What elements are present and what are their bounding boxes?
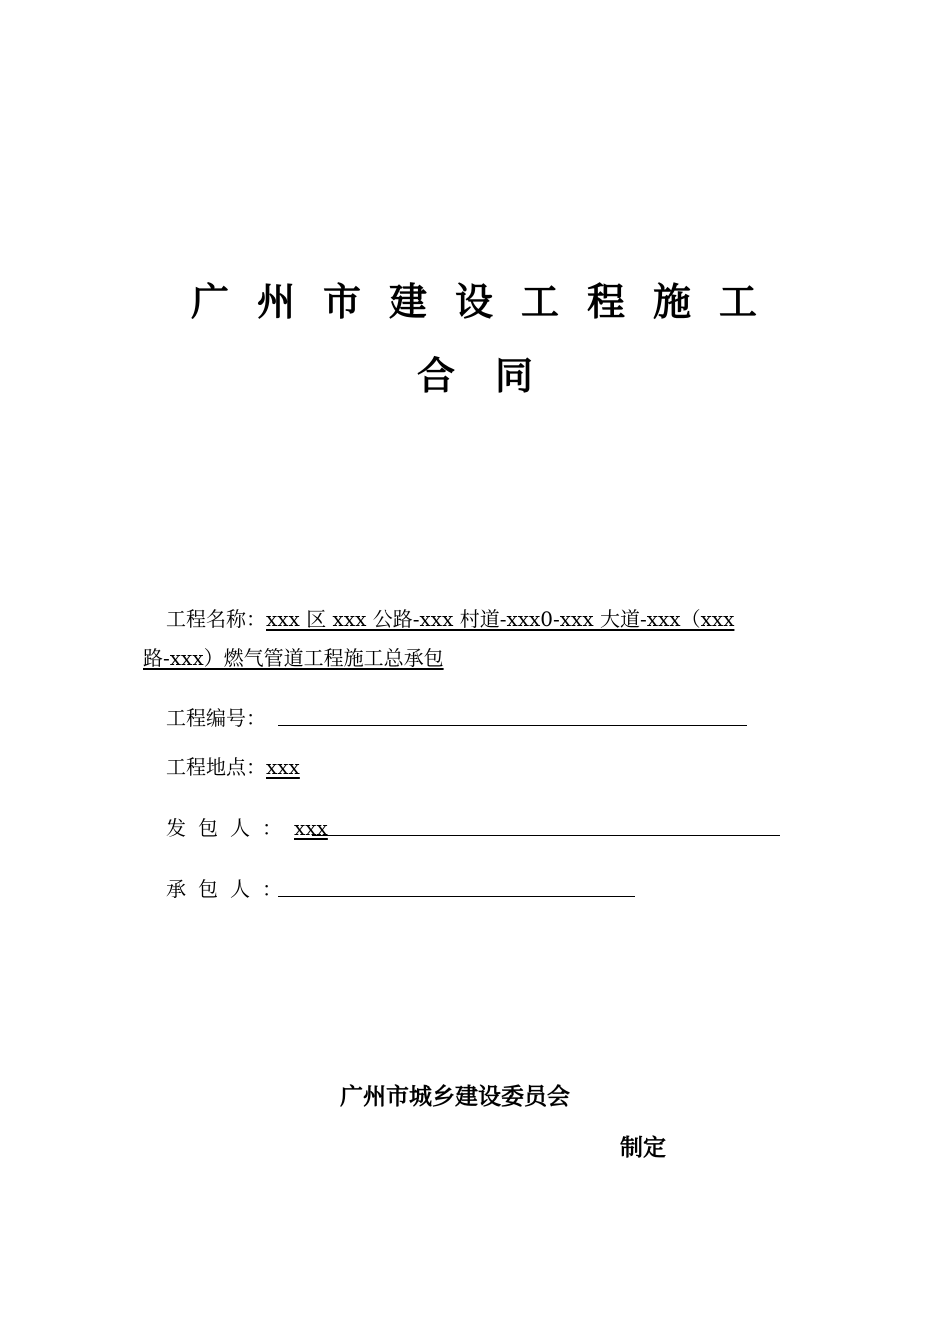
project-number-row <box>166 705 266 731</box>
contract-title-line-1: 广州市建设工程施工 <box>190 280 785 324</box>
project-name-value-line-1: xxx 区 xxx 公路-xxx 村道-xxx0-xxx 大道-xxx（xxx <box>266 607 735 631</box>
employer-value: xxx <box>294 816 328 840</box>
contractor-row <box>166 876 294 902</box>
made-by-label: 制定 <box>620 1135 666 1161</box>
project-location-label: 工程地点： <box>166 755 266 779</box>
employer-label: 发包人： <box>166 816 294 840</box>
contract-title-line-2: 合同 <box>416 354 573 398</box>
project-number-blank-line <box>278 725 747 726</box>
project-location-value: xxx <box>266 755 300 779</box>
contractor-label: 承包人： <box>166 877 294 901</box>
project-location-row <box>166 754 300 780</box>
contractor-blank-line <box>278 896 635 897</box>
employer-blank-line <box>312 835 780 836</box>
project-number-label: 工程编号： <box>166 706 266 730</box>
project-name-value-line-2: 路-xxx）燃气管道工程施工总承包 <box>143 646 444 670</box>
issuer-name: 广州市城乡建设委员会 <box>340 1084 570 1110</box>
employer-row <box>166 815 328 841</box>
project-name-label: 工程名称： <box>166 607 266 631</box>
project-name-row-continued <box>143 645 444 671</box>
project-name-row <box>166 606 734 632</box>
